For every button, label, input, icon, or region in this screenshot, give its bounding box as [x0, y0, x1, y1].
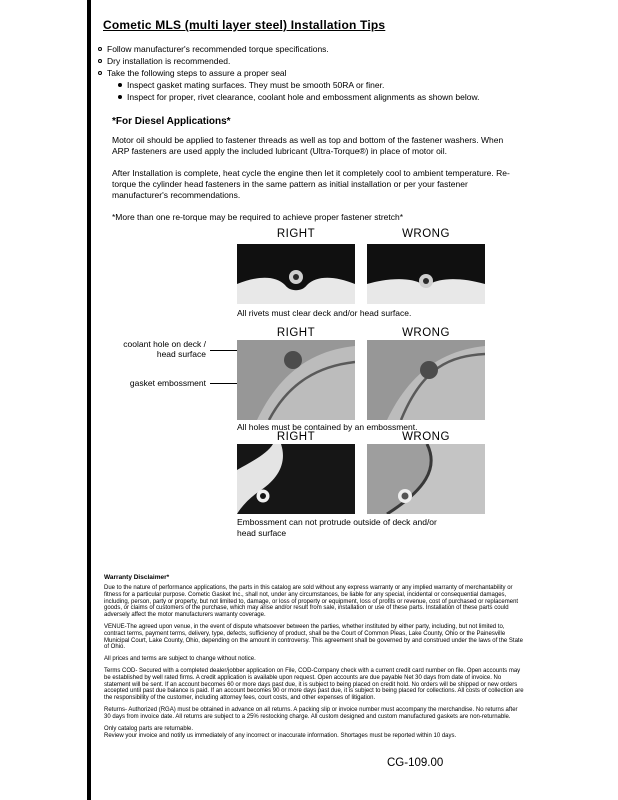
rivet-wrong-diagram [367, 244, 485, 304]
tip-item [98, 67, 518, 79]
tip-item [98, 43, 518, 55]
tip-text: Inspect gasket mating surfaces. They must be smooth 50RA or finer. [127, 80, 385, 90]
bullet-icon [118, 95, 122, 99]
tip-sub-item [118, 79, 518, 91]
protrusion-wrong-diagram [367, 444, 485, 514]
coolant-hole-callout: coolant hole on deck / head surface [123, 339, 206, 359]
warranty-disclaimer-heading: Warranty Disclaimer* [104, 574, 170, 581]
embossment-right-diagram [237, 340, 355, 420]
legal-paragraph: All prices and terms are subject to change without notice. [104, 656, 256, 663]
embossment-wrong-diagram [367, 340, 485, 420]
diesel-section [112, 116, 512, 223]
diesel-paragraph-2: After Installation is complete, heat cycle the engine then let it completely cool to ambient temperature. Re-torque the cylinder head fasteners in the same pattern as initial installation or per your fastener manufacturer's recommendations. [112, 168, 510, 200]
right-label-row1: RIGHT [276, 228, 316, 240]
right-label-row2: RIGHT [276, 327, 316, 339]
diesel-heading: *For Diesel Applications* [112, 116, 231, 127]
page-title: Cometic MLS (multi layer steel) Installation Tips [103, 18, 386, 32]
legal-paragraph: Due to the nature of performance applications, the parts in this catalog are sold without any express warranty or any implied warranty of merchantability or fitness for a particular purpose. Cometic Gasket Inc., shall not, under any circumstances, be liable for any special, incidental or consequential damages, including, person, party or property, but not limited to, damage, or loss of property or equipment, loss of profits or revenue, cost of purchased or replacement goods, or claims of customers of the purchase, which may arise and/or result from sale, installation or use of these parts. Installation of these parts could adversely affect the motor manufacturers warranty coverage. [104, 585, 519, 619]
page-code: CG-109.00 [387, 757, 444, 769]
tip-text: Inspect for proper, rivet clearance, coolant hole and embossment alignments as shown below. [127, 92, 480, 102]
legal-paragraph: Review your invoice and notify us immediately of any incorrect or inaccurate information. Shortages must be reported within 10 days. [104, 733, 457, 740]
tip-item [98, 55, 518, 67]
row1-caption: All rivets must clear deck and/or head surface. [237, 308, 412, 318]
retorque-note: *More than one re-torque may be required to achieve proper fastener stretch* [112, 212, 404, 222]
wrong-label-row1: WRONG [402, 228, 450, 240]
left-margin-rule [87, 0, 91, 800]
installation-tips-list [98, 43, 518, 103]
tip-text: Take the following steps to assure a proper seal [107, 68, 287, 78]
legal-paragraph: Only catalog parts are returnable. [104, 725, 194, 732]
row3-caption: Embossment can not protrude outside of deck and/or head surface [237, 517, 437, 538]
wrong-label-row2: WRONG [402, 327, 450, 339]
legal-paragraph: VENUE-The agreed upon venue, in the event of dispute whatsoever between the parties, whether instituted by either party, including, but not limited to, contract terms, payment terms, delivery, type, defects, sufficiency of product, shall be the Court of Common Pleas, Lake County, Ohio or the Painesville Municipal Court, Lake County, Ohio, depending on the amount in controversy. This agreement shall be governed by and construed under the laws of the State of Ohio. [104, 623, 523, 651]
row2-caption: All holes must be contained by an embossment. [237, 422, 418, 432]
tip-text: Follow manufacturer's recommended torque specifications. [107, 44, 329, 54]
legal-paragraph: Terms COD- Secured with a completed dealer/jobber application on File, COD-Company check with a current credit card number on file. Open accounts may be established by well rated firms. A credit application is available upon request. Open accounts are due payable Net 30 days from date of invoice. No statement will be sent. If an account becomes 60 or more days past due, it is subject to being placed on credit hold. No orders will be shipped or new orders accepted until past due balance is paid. If an account becomes 90 or more days past due, it is subject to being placed for collections. All costs of collection are the responsibility of the customer, including attorney fees, court costs, and other expenses of litigation. [104, 667, 524, 702]
bullet-icon [118, 83, 122, 87]
hollow-bullet-icon [98, 59, 102, 63]
rivet-right-diagram [237, 244, 355, 304]
protrusion-right-diagram [237, 444, 355, 514]
hollow-bullet-icon [98, 71, 102, 75]
hollow-bullet-icon [98, 47, 102, 51]
legal-section [104, 574, 524, 745]
right-label-row3: RIGHT [276, 431, 316, 443]
wrong-label-row3: WRONG [402, 431, 450, 443]
diesel-paragraph-1: Motor oil should be applied to fastener threads as well as top and bottom of the fastener washers. When ARP fasteners are used apply the included lubricant (Ultra-Torque®) in place of motor oil. [112, 135, 504, 156]
tip-text: Dry installation is recommended. [107, 56, 231, 66]
legal-paragraph: Returns- Authorized (RGA) must be obtained in advance on all returns. A packing slip or invoice number must accompany the merchandise. No returns after 30 days from invoice date. All returns are subject to a 25% restocking charge. All custom designed and custom manufactured gaskets are non-returnable. [104, 706, 518, 720]
tip-sub-item [118, 91, 518, 103]
embossment-callout: gasket embossment [129, 378, 206, 388]
